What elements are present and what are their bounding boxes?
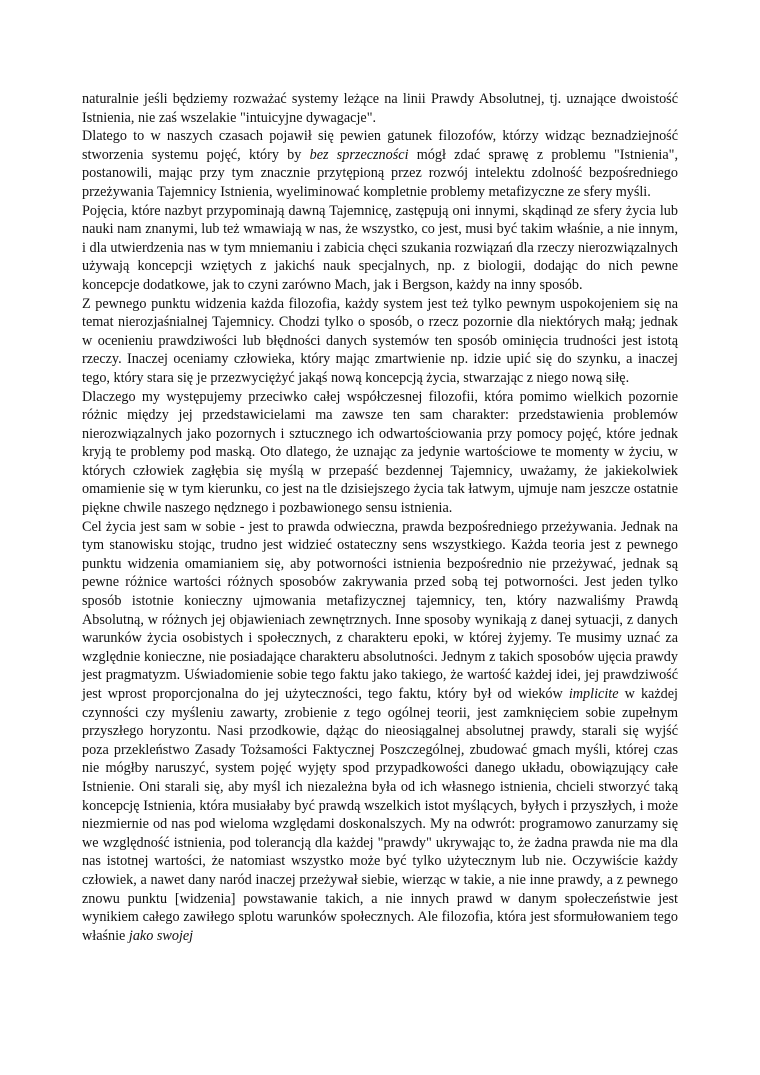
text-run: w każdej czynności czy myśleniu zawarty, zrobienie z tego ogólnej teorii, jest zamknięciem sobie zupełnym przyszłego horyzontu. Nasi przodkowie, dążąc do nieosiągalnej absolutnej prawdy, starali się wyjść poza przekleństwo Zasady Tożsamości Faktycznej Poszczególnej, zbudować gmach myśli, której czas nie mógłby naruszyć, system pojęć wyjęty spod przypadkowości danego układu, obowiązujący całe Istnienie. Oni starali się, aby myśl ich niezależna była od ich własnego istnienia, chcieli stworzyć taką koncepcję Istnienia, która musiałaby być prawdą wszelkich istot myślących, byłych i przyszłych, i może niezmiernie od nas pod wieloma względami doskonalszych. My na odwrót: programowo zanurzamy się we względność istnienia, pod tolerancją dla każdej "prawdy" ukrywając to, że żadna prawda nie ma dla nas istotnej wartości, że natomiast wszystko może być tylko użytecznym lub nie. Oczywiście każdy człowiek, a nawet dany naród inaczej przeżywał siebie, wierząc w takie, a nie inne prawdy, a z pewnego znowu punktu [widzenia] powstawanie takich, a nie innych prawd w danym społeczeństwie jest wynikiem całego zawiłego splotu warunków społecznych. Ale filozofia, która jest sformułowaniem tego właśnie (82, 686, 678, 944)
text-run: Pojęcia, które nazbyt przypominają dawną Tajemnicę, zastępują oni innymi, skądinąd ze sfery życia lub nauki nam znanymi, lub też wmawiają w nas, że wszystko, co jest, musi być takim właśnie, a nie innym, i dla utwierdzenia nas w tym mniemaniu i zabicia chęci szukania rozwiązań dla rzeczy nierozwiązalnych używają koncepcji wziętych z jakichś nauk specjalnych, np. z biologii, dodając do nich pewne koncepcje dodatkowe, jak to czyni zarówno Mach, jak i Bergson, każdy na inny sposób. (82, 202, 678, 293)
text-run: Z pewnego punktu widzenia każda filozofia, każdy system jest też tylko pewnym uspokojeniem się na temat nierozjaśnialnej Tajemnicy. Chodzi tylko o sposób, o rzecz pozornie dla niektórych małą; jednak w ocenieniu prawdziwości lub błędności danych systemów ten sposób ominięcia trudności jest istotą rzeczy. Inaczej oceniamy człowieka, który mając zmartwienie np. idzie upić się do szynku, a inaczej tego, który stara się je przezwyciężyć jakąś nową koncepcją życia, stwarzając z niego nową siłę. (82, 295, 678, 386)
paragraph (82, 202, 678, 295)
text-run: Dlatego to w naszych czasach pojawił się pewien gatunek filozofów, którzy widząc beznadziejność stworzenia systemu pojęć, który by (82, 128, 678, 163)
paragraph (82, 295, 678, 388)
italic-text: jako swojej (128, 927, 194, 944)
text-run: mógł zdać sprawę z problemu "Istnienia", postanowili, mając przy tym znacznie przytępioną przez rozwój intelektu zdolność bezpośredniego przeżywania Tajemnicy Istnienia, wyeliminować kompletnie problemy metafizyczne ze sfery myśli. (82, 146, 678, 200)
text-run: naturalnie jeśli będziemy rozważać systemy leżące na linii Prawdy Absolutnej, tj. uznające dwoistość Istnienia, nie zaś wszelakie "intuicyjne dywagacje". (82, 91, 678, 126)
paragraph (82, 518, 678, 946)
italic-text: implicite (568, 686, 619, 702)
paragraph (82, 388, 678, 518)
paragraph (82, 90, 678, 127)
paragraph (82, 127, 678, 201)
document-page (82, 90, 678, 945)
italic-text: bez sprzeczności (309, 146, 409, 163)
text-run: Cel życia jest sam w sobie - jest to prawda odwieczna, prawda bezpośredniego przeżywania. Jednak na tym stanowisku stojąc, trudno jest widzieć ostateczny sens wszystkiego. Każda teoria jest z pewnego punktu widzenia omamianiem się, aby potworności istnienia bezpośrednio nie przeżywać, jednak są pewne różnice wartości różnych sposobów zakrywania przed sobą tej potworności. Jest jeden tylko sposób istotnie konieczny ujmowania metafizycznej tajemnicy, ten, który nazwaliśmy Prawdą Absolutną, w różnych jej objawieniach zewnętrznych. Inne sposoby wynikają z danej sytuacji, z danych warunków życia osobistych i społecznych, z charakteru epoki, w której żyjemy. Te musimy uznać za względnie konieczne, nie posiadające charakteru absolutności. Jednym z takich sposobów ujęcia prawdy jest pragmatyzm. Uświadomienie sobie tego faktu jako takiego, że wartość każdej idei, jej prawdziwość jest wprost proporcjonalna do jej użyteczności, tego faktu, który był od wieków (82, 518, 678, 702)
text-run: Dlaczego my występujemy przeciwko całej współczesnej filozofii, która pomimo wielkich pozornie różnic między jej przedstawicielami ma zawsze ten sam charakter: przedstawienia problemów nierozwiązalnych jako pozornych i sztucznego ich odwartościowania przy pomocy pojęć, które jednak kryją te problemy pod maską. Oto dlatego, że uznając za jedynie wartościowe te momenty w życiu, w których człowiek zagłębia się myślą w przepaść bezdennej Tajemnicy, uważamy, że jakiekolwiek omamienie się w tym kierunku, co jest na tle dzisiejszego życia tak łatwym, ujmuje nam jeszcze ostatnie piękne chwile naszego nędznego i pozbawionego sensu istnienia. (82, 388, 678, 517)
